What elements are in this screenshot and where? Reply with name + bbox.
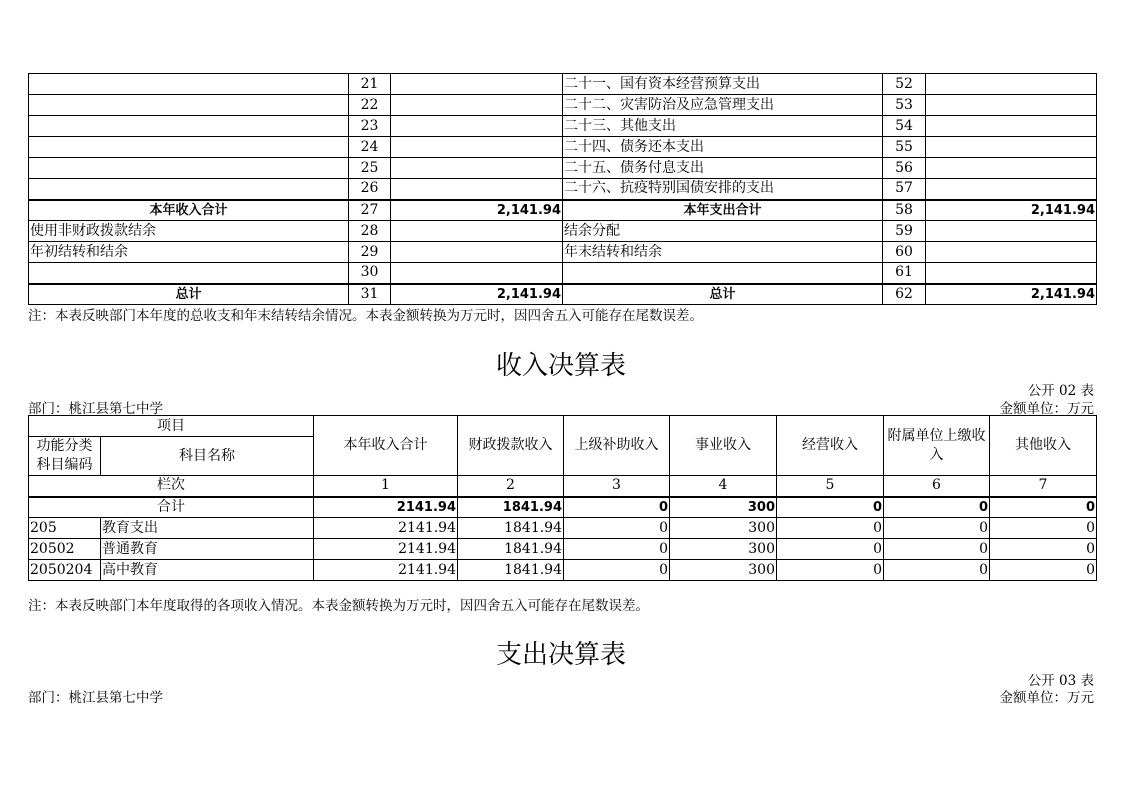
col-num: 1 — [314, 476, 458, 497]
income-item: 年初结转和结余 — [29, 242, 349, 263]
income-item — [29, 179, 349, 200]
expense-item: 二十四、债务还本支出 — [563, 137, 883, 158]
line-number: 23 — [349, 116, 391, 137]
summary-row — [29, 221, 1097, 242]
amount-cell: 0 — [884, 518, 990, 539]
summary-row — [29, 116, 1097, 137]
expense-amount: 2,141.94 — [926, 284, 1097, 305]
line-number: 62 — [883, 284, 926, 305]
line-number: 60 — [883, 242, 926, 263]
expense-amount — [926, 263, 1097, 284]
line-number: 61 — [883, 263, 926, 284]
col-num: 7 — [990, 476, 1097, 497]
summary-row — [29, 137, 1097, 158]
total-label: 合计 — [29, 497, 314, 518]
total-cell: 0 — [884, 497, 990, 518]
income-item: 本年收入合计 — [29, 200, 349, 221]
income-item — [29, 116, 349, 137]
line-number: 57 — [883, 179, 926, 200]
amount-cell: 0 — [564, 518, 670, 539]
expense-dept: 部门：桃江县第七中学 — [28, 690, 163, 706]
amount-cell: 0 — [564, 560, 670, 581]
expense-amount — [926, 74, 1097, 95]
table-row — [29, 560, 1097, 581]
income-item — [29, 74, 349, 95]
total-cell: 0 — [777, 497, 884, 518]
col-header-1: 本年收入合计 — [314, 416, 458, 476]
col-header-3: 上级补助收入 — [564, 416, 670, 476]
expense-item: 二十六、抗疫特别国债安排的支出 — [563, 179, 883, 200]
income-amount — [391, 179, 563, 200]
income-amount — [391, 95, 563, 116]
expense-amount: 2,141.94 — [926, 200, 1097, 221]
expense-item: 年末结转和结余 — [563, 242, 883, 263]
expense-item: 总计 — [563, 284, 883, 305]
total-cell: 0 — [990, 497, 1097, 518]
income-amount: 2,141.94 — [391, 200, 563, 221]
line-number: 24 — [349, 137, 391, 158]
col-header-6: 附属单位上缴收入 — [884, 416, 990, 476]
total-cell: 2141.94 — [314, 497, 458, 518]
line-number: 27 — [349, 200, 391, 221]
line-number: 59 — [883, 221, 926, 242]
summary-row — [29, 179, 1097, 200]
total-cell: 1841.94 — [458, 497, 564, 518]
income-amount — [391, 137, 563, 158]
subject-name: 高中教育 — [101, 560, 314, 581]
amount-cell: 0 — [777, 518, 884, 539]
income-unit: 金额单位：万元 — [999, 401, 1094, 417]
amount-cell: 2141.94 — [314, 518, 458, 539]
col-header-5: 经营收入 — [777, 416, 884, 476]
income-table — [28, 415, 1097, 581]
summary-row — [29, 200, 1097, 221]
col-num: 6 — [884, 476, 990, 497]
col-num-label: 栏次 — [29, 476, 314, 497]
table-row — [29, 518, 1097, 539]
income-amount — [391, 116, 563, 137]
income-form-no: 公开 02 表 — [1027, 383, 1094, 399]
expense-unit: 金额单位：万元 — [999, 690, 1094, 706]
amount-cell: 1841.94 — [458, 539, 564, 560]
amount-cell: 0 — [990, 539, 1097, 560]
total-cell: 300 — [670, 497, 777, 518]
header-item: 项目 — [29, 416, 314, 437]
amount-cell: 1841.94 — [458, 518, 564, 539]
header-name: 科目名称 — [101, 437, 314, 476]
line-number: 28 — [349, 221, 391, 242]
income-amount — [391, 263, 563, 284]
income-amount — [391, 242, 563, 263]
amount-cell: 0 — [884, 539, 990, 560]
expense-item: 结余分配 — [563, 221, 883, 242]
col-header-7: 其他收入 — [990, 416, 1097, 476]
expense-item — [563, 263, 883, 284]
subject-code: 2050204 — [29, 560, 101, 581]
amount-cell: 2141.94 — [314, 539, 458, 560]
expense-item: 二十三、其他支出 — [563, 116, 883, 137]
income-amount — [391, 74, 563, 95]
expense-item: 二十一、国有资本经营预算支出 — [563, 74, 883, 95]
income-amount — [391, 158, 563, 179]
income-item — [29, 95, 349, 116]
expense-amount — [926, 221, 1097, 242]
expense-amount — [926, 137, 1097, 158]
amount-cell: 0 — [564, 539, 670, 560]
expense-amount — [926, 95, 1097, 116]
summary-row — [29, 284, 1097, 305]
line-number: 29 — [349, 242, 391, 263]
subject-code: 20502 — [29, 539, 101, 560]
summary-row — [29, 74, 1097, 95]
line-number: 52 — [883, 74, 926, 95]
amount-cell: 2141.94 — [314, 560, 458, 581]
amount-cell: 0 — [777, 539, 884, 560]
table-row — [29, 539, 1097, 560]
amount-cell: 0 — [884, 560, 990, 581]
income-item — [29, 263, 349, 284]
expense-amount — [926, 158, 1097, 179]
income-note: 注：本表反映部门本年度取得的各项收入情况。本表金额转换为万元时，因四舍五入可能存在尾数误差。 — [28, 598, 649, 614]
col-num: 3 — [564, 476, 670, 497]
expense-item: 二十二、灾害防治及应急管理支出 — [563, 95, 883, 116]
amount-cell: 300 — [670, 518, 777, 539]
col-num: 2 — [458, 476, 564, 497]
expense-amount — [926, 116, 1097, 137]
amount-cell: 0 — [777, 560, 884, 581]
col-num: 4 — [670, 476, 777, 497]
header-code: 功能分类科目编码 — [29, 437, 101, 476]
expense-title: 支出决算表 — [495, 640, 626, 670]
line-number: 58 — [883, 200, 926, 221]
amount-cell: 0 — [990, 560, 1097, 581]
expense-item: 本年支出合计 — [563, 200, 883, 221]
line-number: 55 — [883, 137, 926, 158]
summary-row — [29, 263, 1097, 284]
subject-name: 教育支出 — [101, 518, 314, 539]
income-item — [29, 158, 349, 179]
summary-row — [29, 242, 1097, 263]
col-header-2: 财政拨款收入 — [458, 416, 564, 476]
amount-cell: 300 — [670, 539, 777, 560]
summary-row — [29, 158, 1097, 179]
summary-note: 注：本表反映部门本年度的总收支和年末结转结余情况。本表金额转换为万元时，因四舍五入可能存在尾数误差。 — [28, 308, 703, 324]
amount-cell: 1841.94 — [458, 560, 564, 581]
amount-cell: 0 — [990, 518, 1097, 539]
line-number: 30 — [349, 263, 391, 284]
summary-row — [29, 95, 1097, 116]
subject-name: 普通教育 — [101, 539, 314, 560]
expense-item: 二十五、债务付息支出 — [563, 158, 883, 179]
line-number: 26 — [349, 179, 391, 200]
expense-form-no: 公开 03 表 — [1027, 673, 1094, 689]
income-item: 总计 — [29, 284, 349, 305]
income-amount — [391, 221, 563, 242]
line-number: 21 — [349, 74, 391, 95]
line-number: 31 — [349, 284, 391, 305]
line-number: 22 — [349, 95, 391, 116]
income-item — [29, 137, 349, 158]
income-dept: 部门：桃江县第七中学 — [28, 401, 163, 417]
col-num: 5 — [777, 476, 884, 497]
total-cell: 0 — [564, 497, 670, 518]
income-title: 收入决算表 — [495, 351, 626, 381]
line-number: 53 — [883, 95, 926, 116]
line-number: 54 — [883, 116, 926, 137]
amount-cell: 300 — [670, 560, 777, 581]
expense-amount — [926, 242, 1097, 263]
line-number: 56 — [883, 158, 926, 179]
expense-amount — [926, 179, 1097, 200]
col-header-4: 事业收入 — [670, 416, 777, 476]
line-number: 25 — [349, 158, 391, 179]
income-item: 使用非财政拨款结余 — [29, 221, 349, 242]
subject-code: 205 — [29, 518, 101, 539]
income-amount: 2,141.94 — [391, 284, 563, 305]
summary-table — [28, 73, 1097, 305]
